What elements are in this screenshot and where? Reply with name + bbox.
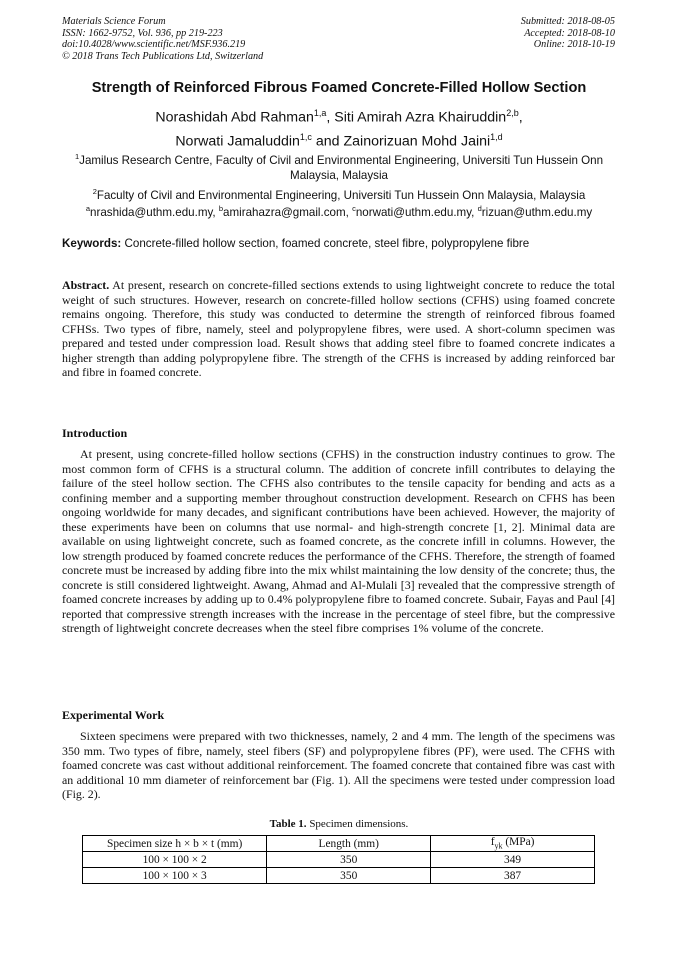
issn-line: ISSN: 1662-9752, Vol. 936, pp 219-223 — [62, 27, 223, 39]
column-header-fyk — [431, 836, 595, 852]
email-sup: c — [352, 204, 356, 213]
affiliation-text: Faculty of Civil and Environmental Engineering, Universiti Tun Hussein Onn Malaysia, Malaysia — [96, 188, 586, 202]
keywords-label: Keywords: — [62, 237, 122, 250]
author-sep: , — [326, 109, 335, 126]
author-sup: 1,d — [490, 131, 503, 142]
introduction-text: At present, using concrete-filled hollow sections (CFHS) in the construction industry continues to grow. The most common form of CFHS is a structural column. The addition of concrete infill contributes to delaying the failure of the steel hollow section. The CFHS also contributes to the tensile capacity for bending and acts as a confining member and a supporting member throughout construction development. Research on CFHS has been ongoing worldwide for many decades, and significant contributions have been achieved. However, the majority of these experiments have been on columns that use normal- and high-strength concrete [1, 2]. Minimal data are available on using lightweight concrete, such as foamed concrete, as the concrete infill in columns. However, the low strength produced by foamed concrete reduces the performance of the CFHS. Therefore, the strength of foamed concrete must be increased by adding fibre into the mix whilst maintaining the low density of the concrete; thus, the concrete is still considered lightweight. Awang, Ahmad and Al-Mulali [3] revealed that the compressive strength of foamed concrete increases by adding up to 0.4% polypropylene fibre to foamed concrete. Subair, Fayas and Paul [4] reported that compressive strength increases with the increase in the percentage of steel fibre, but the compressive strength of lightweight concrete decreases when the steel fibre comprises 1% volume of the concrete. — [62, 447, 615, 635]
affiliation-2 — [62, 184, 616, 203]
fyk-subscript: yk — [494, 841, 503, 851]
abstract-text: At present, research on concrete-filled sections extends to using lightweight concrete to reduce the total weight of such structures. However, research on concrete-filled hollow sections (CFHS) using foamed concrete remains ongoing. Therefore, this study was conducted to determine the strength of reinforced fibrous foamed CFHSs. Two types of fibre, namely, steel and polypropylene fibres, were used. A short-column specimen was prepared and tested under compression load. Result shows that adding steel fibre to foamed concrete indicates a higher strength than adding polypropylene fibre. The strength of the CFHS is increased by adding reinforced bar and fibre in foamed concrete. — [62, 278, 615, 379]
author-sup: 1,c — [299, 131, 312, 142]
abstract-label: Abstract. — [62, 278, 110, 292]
affiliation-sup: 2 — [92, 187, 97, 196]
author-list — [0, 104, 678, 151]
author-name: Siti Amirah Azra Khairuddin — [334, 109, 507, 126]
cell-length: 350 — [267, 852, 431, 868]
submitted-date: Submitted: 2018-08-05 — [520, 16, 615, 27]
cell-specimen-size: 100 × 100 × 3 — [83, 868, 267, 884]
email-sep: , — [345, 205, 353, 219]
author-line-1 — [0, 104, 678, 128]
email-sup: a — [85, 204, 91, 213]
email-list — [62, 204, 616, 219]
journal-header-right — [521, 16, 615, 51]
affiliation-1 — [62, 149, 616, 184]
email-link[interactable]: rizuan@uthm.edu.my — [481, 205, 593, 219]
table-caption — [0, 818, 678, 830]
email-link[interactable]: norwati@uthm.edu.my — [355, 205, 472, 219]
accepted-date: Accepted: 2018-08-10 — [524, 27, 615, 39]
table-row — [83, 868, 595, 884]
journal-name: Materials Science Forum — [62, 16, 166, 27]
cell-fyk: 349 — [431, 852, 595, 868]
email-sup: d — [477, 204, 482, 213]
online-date: Online: 2018-10-19 — [533, 39, 615, 51]
affiliation-sup: 1 — [74, 152, 80, 161]
affiliation-text: Jamilus Research Centre, Faculty of Civil and Environmental Engineering, Universiti Tun Hussein Onn Malaysia, Malaysia — [79, 153, 604, 183]
table-caption-label: Table 1. — [269, 818, 307, 830]
column-header-specimen-size: Specimen size h × b × t (mm) — [83, 836, 267, 852]
copyright-line: © 2018 Trans Tech Publications Ltd, Switzerland — [62, 50, 264, 62]
table-header-row — [83, 836, 595, 852]
author-name: Norashidah Abd Rahman — [155, 109, 314, 126]
keywords-text: Concrete-filled hollow section, foamed concrete, steel fibre, polypropylene fibre — [124, 237, 530, 250]
fyk-symbol: f — [490, 836, 495, 849]
author-sup: 1,a — [313, 108, 327, 118]
email-link[interactable]: nrashida@uthm.edu.my — [90, 205, 213, 219]
email-sup: b — [218, 204, 224, 213]
column-header-length: Length (mm) — [267, 836, 431, 852]
cell-specimen-size: 100 × 100 × 2 — [83, 852, 267, 868]
table-caption-text: Specimen dimensions. — [309, 818, 409, 830]
email-sep: , — [471, 205, 478, 219]
author-sup: 2,b — [506, 108, 519, 118]
introduction-heading: Introduction — [62, 426, 128, 440]
email-link[interactable]: amirahazra@gmail.com — [223, 205, 346, 219]
cell-length: 350 — [267, 868, 431, 884]
experimental-text: Sixteen specimens were prepared with two thicknesses, namely, 2 and 4 mm. The length of the specimens was 350 mm. Two types of fibre, namely, steel fibers (SF) and polypropylene fibres (PF), were used. The CFHS with foamed concrete was cast without additional reinforcement. The foamed concrete that contained fibre was cast with an additional 10 mm diameter of reinforcement bar (Fig. 1). All the specimens were tested under compression load (Fig. 2). — [62, 729, 615, 801]
author-line-2 — [0, 128, 678, 152]
abstract — [62, 278, 615, 380]
journal-header-left — [62, 16, 263, 62]
cell-fyk: 387 — [431, 868, 595, 884]
table-row — [83, 852, 595, 868]
author-sep: and — [311, 133, 344, 150]
author-name: Norwati Jamaluddin — [175, 133, 300, 150]
email-sep: , — [212, 205, 219, 219]
experimental-heading: Experimental Work — [62, 708, 165, 722]
doi-line: doi:10.4028/www.scientific.net/MSF.936.219 — [62, 39, 246, 51]
author-sep: , — [518, 109, 523, 126]
keywords — [62, 237, 616, 250]
author-name: Zainorizuan Mohd Jaini — [343, 133, 491, 150]
specimen-dimensions-table — [82, 835, 595, 884]
fyk-unit: (MPa) — [502, 836, 535, 849]
paper-title: Strength of Reinforced Fibrous Foamed Concrete-Filled Hollow Section — [91, 80, 587, 96]
